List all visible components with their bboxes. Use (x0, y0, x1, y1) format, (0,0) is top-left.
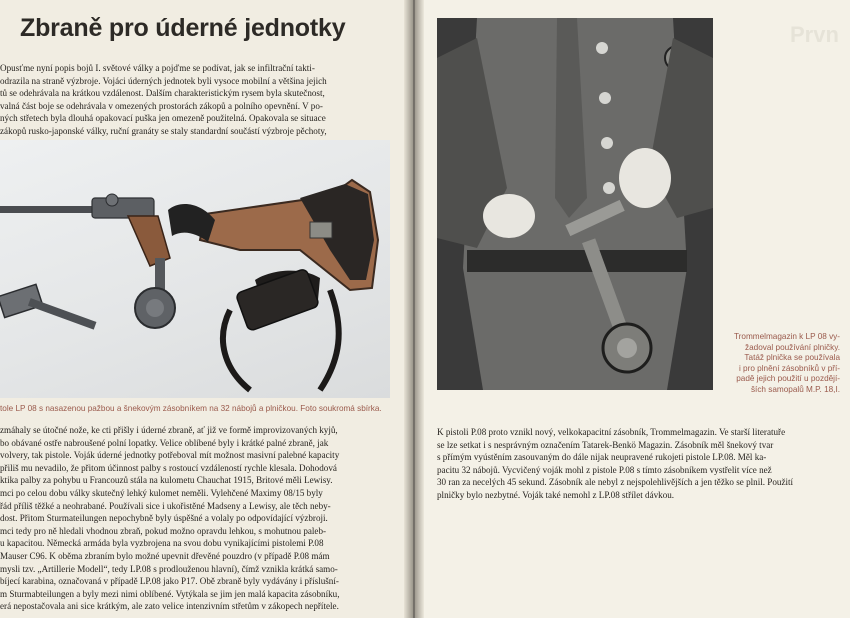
caption-line: padě jejich použití u pozdějí- (736, 374, 840, 384)
text-line: u kapacitou. Německá armáda byla vyzbrojena na svou dobu vynikajícími pistolemi P.08 (0, 538, 324, 549)
text-line: s přímým vyústěním zasouvaným do dále nijak neupravené rukojeti pistole LP.08. Měl ka- (437, 452, 767, 463)
text-line: bíjecí karabina, označovaná v případě LP.08 jako P17. Obě zbraně byly vydávány i příslušní- (0, 576, 339, 587)
text-line: přiliš mu nevadilo, že přitom účinnost palby s rostoucí vzdáleností rychle klesala. Dohodová (0, 462, 337, 473)
caption-line: žadoval používání plničky. (745, 342, 840, 352)
drum-caption (722, 332, 840, 396)
text-line: mci tedy pro ně hledali vhodnou zbraň, pokud možno opravdu lehkou, s mohutnou paleb- (0, 525, 327, 536)
text-line: zmáhaly se útočné nože, ke cti přišly i úderné zbraně, ať již ve formě improvizovaných kyjů, (0, 425, 338, 435)
text-line: řád příliš těžké a neohrabané. Používali sice i ukořistěné Madseny a Lewisy, ale těch neby- (0, 500, 331, 511)
text-line: bo obávané ostře nabroušené polní lopatky. Velice oblíbené byly i krátké palné zbraně, jak (0, 437, 329, 448)
text-line: m Sturmabteilungen a byly mezi nimi oblíbené. Vytýkala se jim jen malá kapacita zásobníku, (0, 588, 340, 599)
right-header-ghost: Prvn (790, 22, 839, 47)
text-line: K pistoli P.08 proto vznikl nový, velkokapacitní zásobník, Trommelmagazin. Ve starší literatuře (437, 427, 786, 437)
pistol-illustration (0, 140, 390, 398)
text-line: mci po celou dobu války skutečný lehký kulomet neměli. Vylehčené Maximy 08/15 byly (0, 487, 323, 498)
text-line: Mauser C96. K oběma zbraním bylo možné upevnit dřevěné pouzdro (v případě P.08 mám (0, 550, 330, 561)
page-title: Zbraně pro úderné jednotky (20, 14, 346, 42)
soldier-photo (437, 18, 713, 390)
text-line: zákopů rusko-japonské války, ruční granáty se staly standardní součástí výzbroje pěchoty, (0, 125, 327, 136)
text-line: se lze setkat i s nesprávným označením Tatarek-Benkö Magazin. Zásobník měl šnekový tvar (437, 439, 774, 450)
text-line: volvery, tak pistole. Voják úderné jednotky potřeboval mít možnost masivní palebné kapacity (0, 450, 340, 461)
pistol-photo (0, 140, 390, 398)
text-line: mysli tzv. „Artillerie Modell“, tedy LP.08 s prodlouženou hlavní), čímž vznikla krátká samo- (0, 563, 338, 574)
caption-line: ších samopalů M.P. 18,I. (750, 384, 840, 394)
body-paragraph (0, 424, 392, 613)
soldier-illustration (437, 18, 713, 390)
intro-paragraph (0, 62, 392, 138)
text-line: tů se odehrávala na krátkou vzdálenost. Dalším charakteristickým rysem byla skutečnost, (0, 88, 325, 99)
text-line: ných střetech byla dlouhá opakovací puška jen omezeně použitelná. Opakovala se situace (0, 113, 326, 124)
text-line: Opusťme nyní popis bojů I. světové války a pojďme se podívat, jak se infiltrační takti- (0, 63, 315, 73)
text-line: plničky bylo nezbytné. Voják také nemohl z LP.08 střílet dávkou. (437, 489, 675, 500)
text-line: 30 ran za necelých 45 sekund. Zásobník ale nebyl z nejspolehlivějších a jen těžko se plnil. Použití (437, 477, 794, 488)
text-line: dost. Přitom Sturmateilungen nepochybně byly úspěšné a volaly po odpovídající výzbroji. (0, 513, 328, 524)
text-line: odrazila na straně výzbroje. Vojáci úderných jednotek byli vysoce mobilní a většina jejich (0, 75, 327, 86)
caption-line: Trommelmagazin k LP 08 vy- (733, 332, 840, 341)
caption-line: i pro plnění zásobníků v pří- (738, 363, 840, 373)
photo-caption: tole LP 08 s nasazenou pažbou a šnekovým zásobníkem na 32 nábojů a plničkou. Foto soukromá sbírka. (0, 404, 382, 413)
right-body-paragraph (437, 426, 839, 502)
text-line: valná část boje se odehrávala v omezených prostorách zákopů a polního opevnění. V po- (0, 100, 323, 111)
text-line: ktika palby za pohybu u Francouzů stála na kulometu Chauchat 1915, Britové měli Lewisy. (0, 475, 333, 486)
text-line: pacitu 32 nábojů. Vycvičený voják mohl z pistole P.08 s tímto zásobníkem vystřelit více než (437, 464, 772, 475)
book-gutter (404, 0, 424, 618)
caption-line: Tatáž plnička se používala (744, 353, 840, 363)
text-line: erá nepostačovala ani sice krátkým, ale zato velice intenzivním střetům v zákopech nepřítele. (0, 601, 339, 612)
